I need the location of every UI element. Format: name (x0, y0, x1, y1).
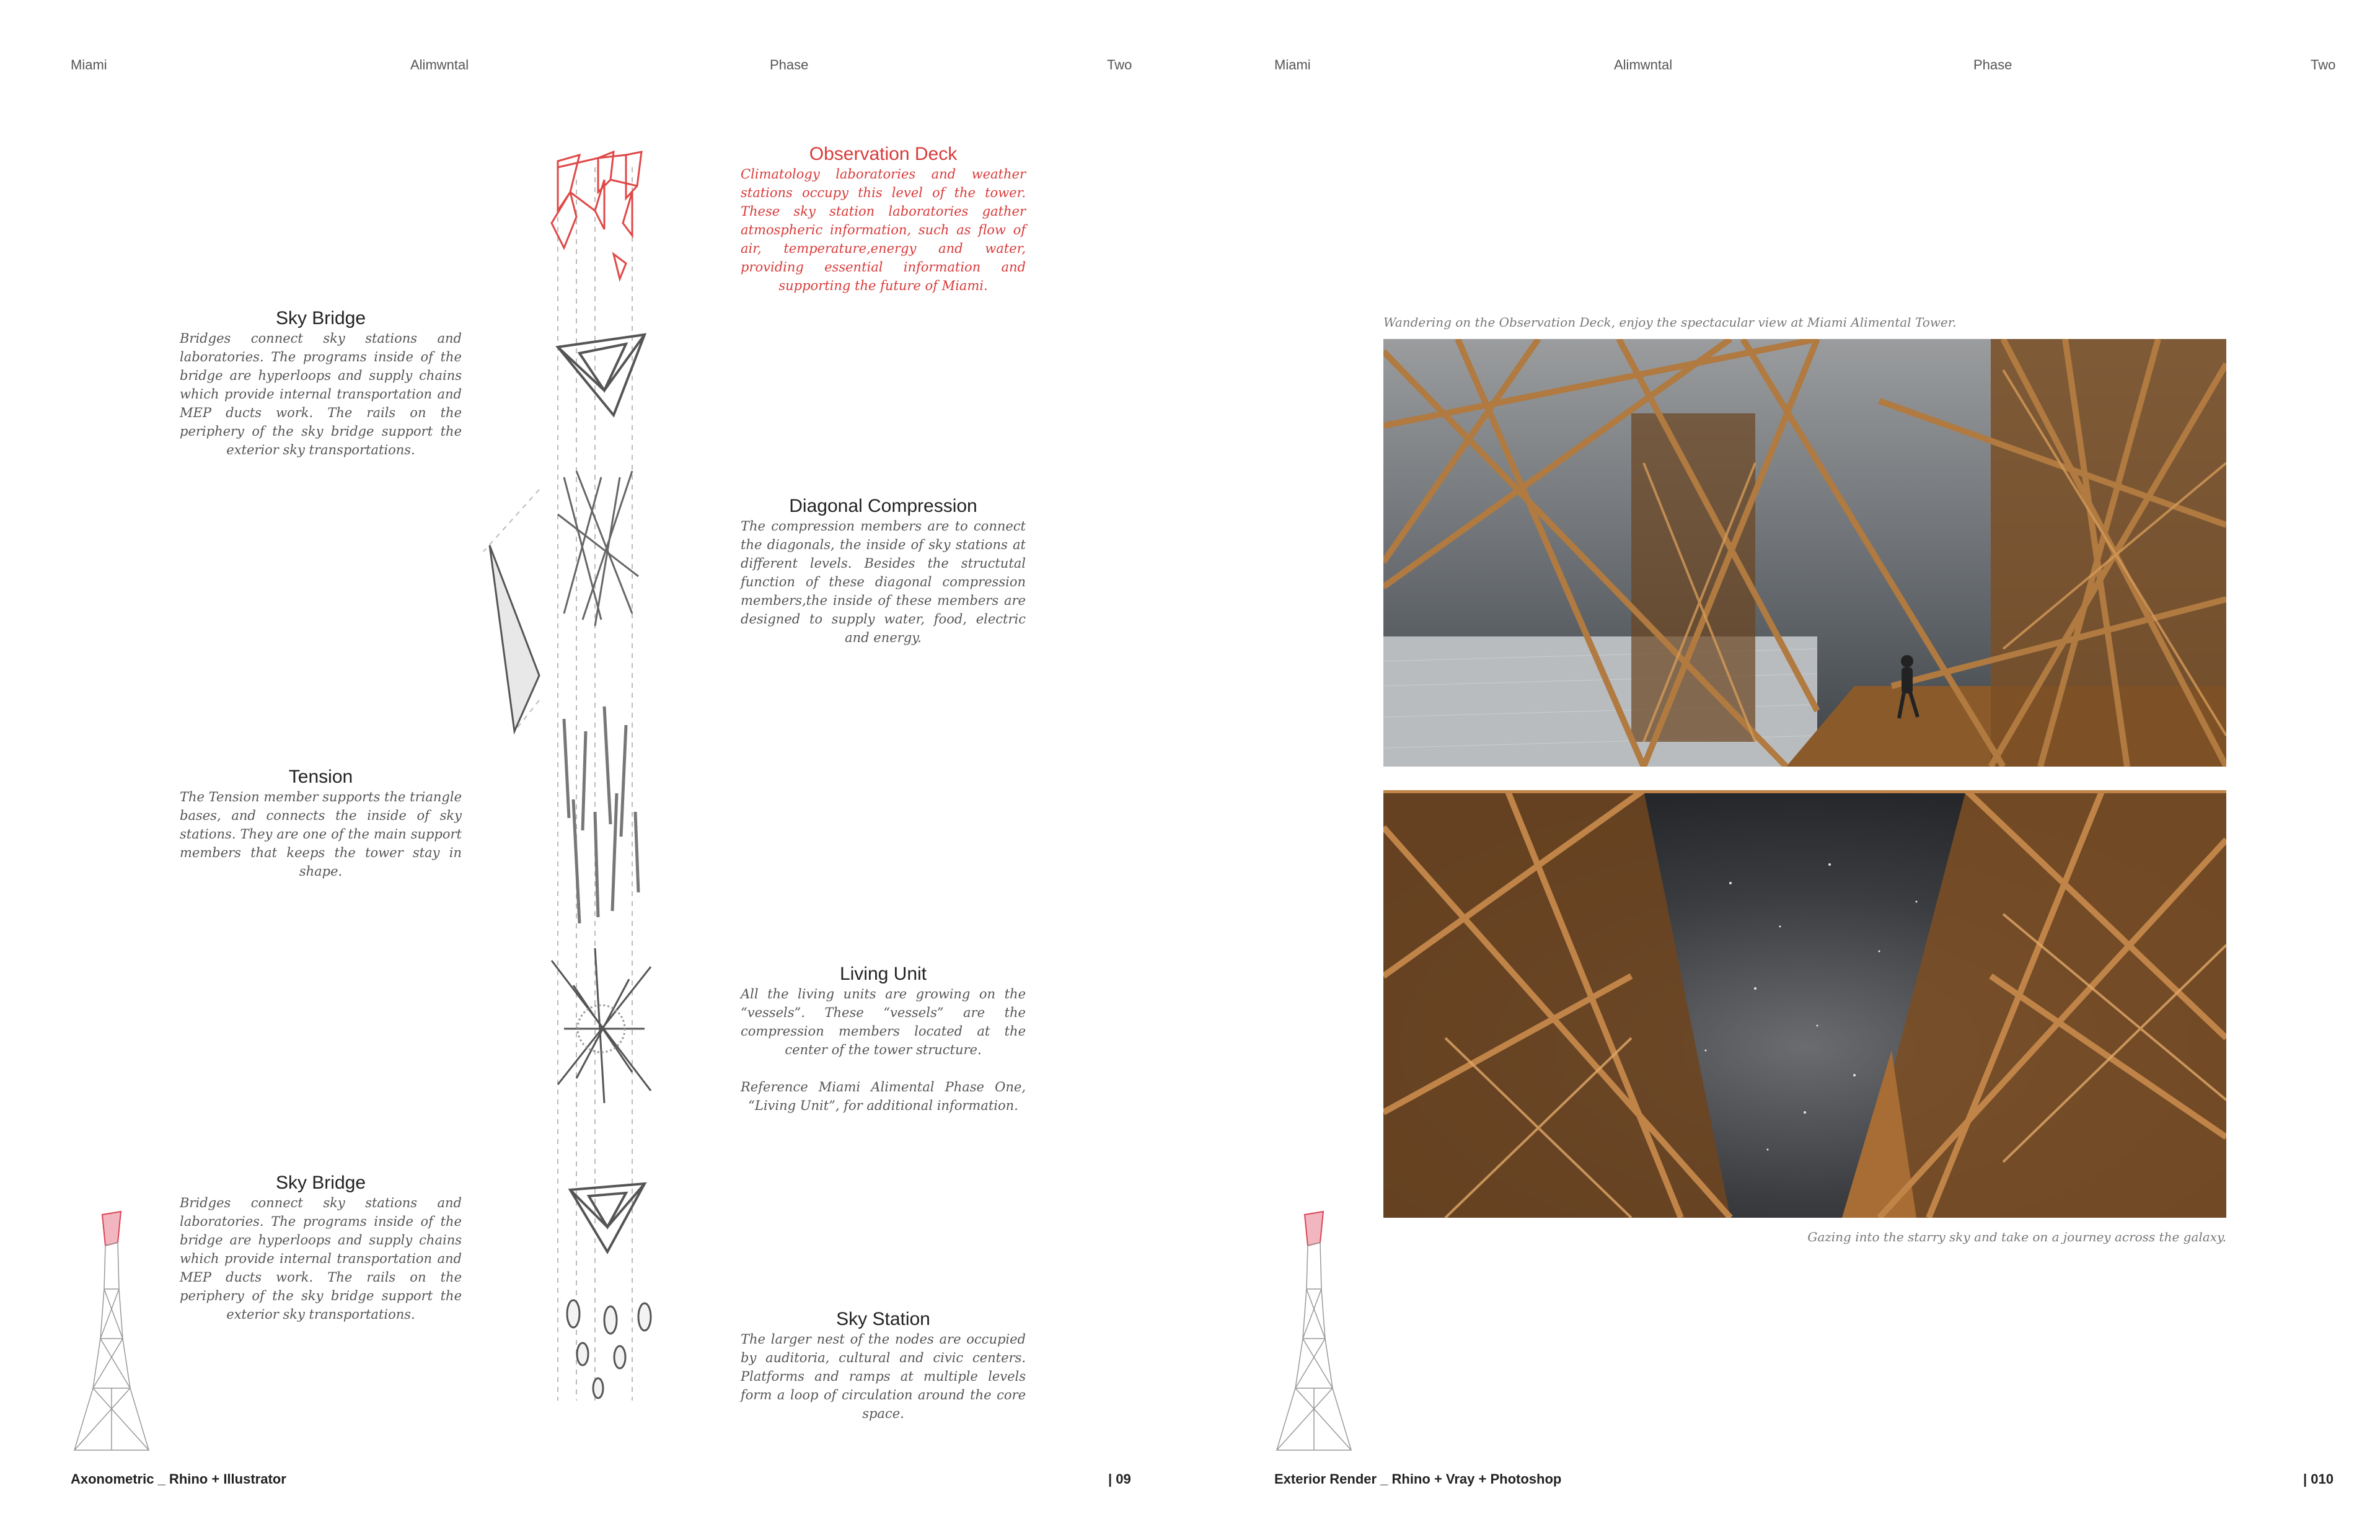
header-alimwntal: Alimwntal (1614, 57, 1673, 73)
page-number-right: | 010 (2303, 1471, 2334, 1487)
section-sky-bridge-bottom (180, 1173, 462, 1324)
section-title: Sky Bridge (275, 308, 366, 328)
render-starry-sky-image (1383, 790, 2226, 1218)
section-title: Sky Bridge (275, 1173, 366, 1193)
header-alimwntal: Alimwntal (410, 57, 469, 73)
section-text: The compression members are to connect the diagonals, the inside of sky stations at different levels. Besides the structutal function of these diagonal compression members,the inside of these members are designed to supply water, food, electric and energy. (741, 519, 1026, 645)
caption-top: Wandering on the Observation Deck, enjoy the spectacular view at Miami Alimental Tower. (1383, 315, 1957, 330)
caption-bottom: Gazing into the starry sky and take on a journey across the galaxy. (1807, 1230, 2226, 1244)
section-text: Bridges connect sky stations and laboratories. The programs inside of the bridge are hyperloops and supply chains which provide internal transportation and MEP ducts work. The rails on the periphery of the sky bridge support the exterior sky transportations. (180, 1195, 462, 1322)
sky-station-structure (567, 1300, 651, 1398)
header-miami: Miami (71, 57, 107, 73)
section-title: Diagonal Compression (789, 496, 977, 516)
section-text: The Tension member supports the triangle bases, and connects the inside of sky stations. They are one of the main support members that keeps the tower stay in shape. (180, 790, 462, 879)
section-text: The larger nest of the nodes are occupied by auditoria, cultural and civic centers. Platforms and ramps at multiple levels form a loop of circulation around the core space. (741, 1332, 1026, 1421)
section-sky-bridge-top (180, 308, 462, 459)
living-unit-structure (552, 948, 651, 1103)
header-two: Two (2311, 57, 2336, 73)
tower-thumbnail-icon (68, 1208, 155, 1456)
tension-members (564, 706, 638, 923)
header-miami: Miami (1274, 57, 1311, 73)
header-phase: Phase (770, 57, 809, 73)
section-text: Climatology laboratories and weather stations occupy this level of the tower. These sky station laboratories gather atmospheric information, such as flow of air, temperature,energy and water, providing essential information and supporting the future of Miami. (741, 167, 1026, 293)
section-text-reference: Reference Miami Alimental Phase One, “Living Unit”, for additional information. (741, 1080, 1026, 1113)
section-title: Living Unit (839, 964, 927, 984)
section-observation-deck (741, 144, 1026, 295)
sky-bridge-bottom-structure (570, 1184, 645, 1252)
section-living-unit (741, 964, 1026, 1115)
render-observation-deck (1383, 339, 2226, 767)
section-title: Observation Deck (809, 144, 958, 164)
observation-deck-structure (552, 152, 641, 279)
section-text: All the living units are growing on the “vessels”. These “vessels” are the compression members located at the center of the tower structure. (741, 987, 1026, 1057)
tower-thumbnail-icon (1271, 1208, 1357, 1456)
header-phase: Phase (1973, 57, 2012, 73)
section-tension (180, 767, 462, 881)
section-text: Bridges connect sky stations and laboratories. The programs inside of the bridge are hyperloops and supply chains which provide internal transportation and MEP ducts work. The rails on the periphery of the sky bridge support the exterior sky transportations. (180, 331, 462, 457)
axonometric-diagram (471, 143, 682, 1425)
page-number-left: | 09 (1108, 1471, 1131, 1487)
render-observation-deck-image (1383, 339, 2226, 767)
section-diagonal-compression (741, 496, 1026, 647)
footer-label-render: Exterior Render _ Rhino + Vray + Photoshop (1274, 1471, 1562, 1487)
header-two: Two (1107, 57, 1132, 73)
section-title: Tension (288, 767, 353, 787)
footer-label-axonometric: Axonometric _ Rhino + Illustrator (71, 1471, 286, 1487)
diagonal-compression-structure (490, 471, 638, 731)
section-sky-station (741, 1309, 1026, 1423)
section-title: Sky Station (836, 1309, 930, 1329)
render-starry-sky (1383, 790, 2226, 1218)
